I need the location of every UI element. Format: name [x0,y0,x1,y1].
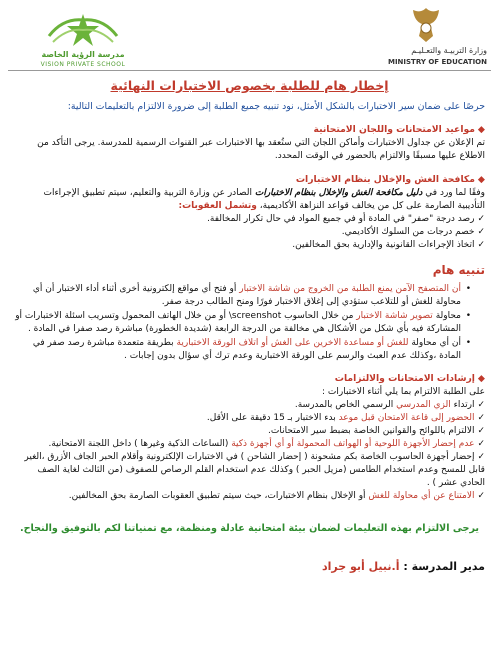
school-logo-icon [43,10,123,50]
list-item: ✓الحضور إلى قاعة الامتحان قبل موعد بدء الاختبار بـ 15 دقيقة على الأقل. [206,412,485,423]
list-item: ✓خصم درجات من السلوك الأكاديمي. [341,227,485,237]
diamond-bullet-icon: ◆ [477,124,485,135]
list-item: • أن أي محاولة للغش أو مساعدة الاخرين على الغش أو اتلاف الورقة الاختبارية بطريقة متعمدة مباشرة رصد صفر في المادة ،وكذلك عدم العبث والرسم على الورقة الاختبارية وعدم ترك أي سؤال بدون إجابات . [14,337,471,362]
guide-title: دليل مكافحة الغش والإخلال بنظام الاختبارات [254,188,423,198]
principal-name: أ.نبيل أبو جراد [321,559,400,573]
section-text: وفقًا لما ورد في دليل مكافحة الغش والإخلال بنظام الاختبارات الصادر عن وزارة التربية والتعليم، سيتم تطبيق الإجراءات التأديبية الصارمة على كل من يخالف قواعد النزاهة الأكاديمية، وتشمل العقوبات: [43,188,485,211]
school-logo [18,10,148,70]
check-icon: ✓ [477,425,485,436]
check-icon: ✓ [477,214,485,224]
section-heading: مكافحة الغش والإخلال بنظام الاختبارات [295,174,475,185]
letterhead [8,6,491,76]
diamond-bullet-icon: ◆ [477,174,485,185]
list-item: ✓الامتناع عن أي محاولة للغش أو الإخلال بنظام الاختبارات، حيث سيتم تطبيق العقوبات الصارمة بحق المخالفين. [68,490,485,501]
school-name: مدرسة الرؤية الخاصة [41,50,125,59]
ministry-name-ar: وزارة التربيـة والتعـليـم [411,46,487,55]
header-divider [8,70,491,71]
section-guidelines [14,373,485,503]
page-title: إخطار هام للطلبة بخصوص الاختبارات النهائية [110,78,389,93]
signature-label: مدير المدرسة : [403,559,485,573]
list-item: ✓اتخاذ الإجراءات القانونية والإدارية بحق المخالفين. [292,240,485,250]
school-name-en: VISION PRIVATE SCHOOL [40,61,126,68]
check-icon: ✓ [477,490,485,501]
ministry-name-en: MINISTRY OF EDUCATION [387,58,487,66]
intro-text: حرصًا على ضمان سير الاختبارات بالشكل الأمثل، نود تنبيه جميع الطلبة إلى ضرورة الالتزام بالتعليمات التالية: [67,101,485,112]
section-schedule [14,124,485,163]
eagle-emblem-icon [409,6,443,44]
check-icon: ✓ [477,227,485,237]
important-note-list [14,283,471,363]
list-item: ✓إحضار أجهزة الحاسوب الخاصة بكم مشحونة ( إحضار الشاحن ) في الاختبارات الإلكترونية وأقلام الحبر الجاف الأزرق ،الغير قابل للمسح وعدم استخدام الطامس (مزيل الحبر ) وكذلك عدم استخدام القلم الرصاص للصفوف (من الثالث لغاية الصف الحادي عشر ) . [24,451,485,488]
signature-line [14,560,485,573]
section-lead: على الطلبة الالتزام بما يلي أثناء الاختبارات : [321,386,485,397]
check-icon: ✓ [477,399,485,410]
check-icon: ✓ [477,451,485,462]
notice-body [14,76,485,573]
list-item: ✓عدم إحضار الأجهزة اللوحية أو الهواتف المحمولة أو أي أجهزة ذكية (الساعات الذكية وغيرها ) داخل اللجنة الامتحانية. [48,438,485,449]
check-icon: ✓ [477,438,485,449]
list-item: ✓الالتزام باللوائح والقوانين الخاصة بضبط سير الامتحانات. [268,425,485,436]
section-heading: مواعيد الامتحانات واللجان الامتحانية [313,124,475,135]
check-icon: ✓ [477,412,485,423]
check-icon: ✓ [477,240,485,250]
ministry-logo [367,6,487,72]
important-note-heading: تنبيه هام [432,263,485,277]
list-item: • محاولة تصوير شاشة الاختبار من خلال الحاسوب screenshot\ أو من خلال الهاتف المحمول وتسريب اسئلة الاختبارات أو المشاركة فيه بأي شكل من الأشكال هي مخالفة من الدرجة الرابعة (شديدة الخطورة) مباشرة رصد صفرا في المادة . [14,310,471,335]
list-item: ✓ارتداء الزي المدرسي الرسمي الخاص بالمدرسة. [294,399,485,410]
list-item: ✓رصد درجة "صفر" في المادة أو في جميع المواد في حال تكرار المخالفة. [207,214,485,224]
diamond-bullet-icon: ◆ [477,372,485,384]
closing-text: يرجى الالتزام بهذه التعليمات لضمان بيئة امتحانية عادلة ومنظمة، مع تمنياتنا لكم بالتوفيق والنجاح. [19,522,480,534]
section-text: تم الإعلان عن جداول الاختبارات وأماكن اللجان التي ستُعقد بها الاختبارات عبر القنوات الرسمية للمدرسة. يرجى التأكد من الاطلاع عليها مسبقًا والالتزام بالحضور في الوقت المحدد. [37,138,485,161]
list-item: • أن المتصفح الآمن يمنع الطلبة من الخروج من شاشة الاختبار أو فتح أي مواقع إلكترونية أخرى أثناء أداء الاختبار أن أي محاولة للغش أو للتلاعب ستؤدي إلى إغلاق الاختبار فورًا ومنح الطالب درجة صفر. [14,283,471,308]
section-anti-cheating [14,174,485,252]
section-heading: إرشادات الامتحانات والالتزامات [334,372,475,384]
